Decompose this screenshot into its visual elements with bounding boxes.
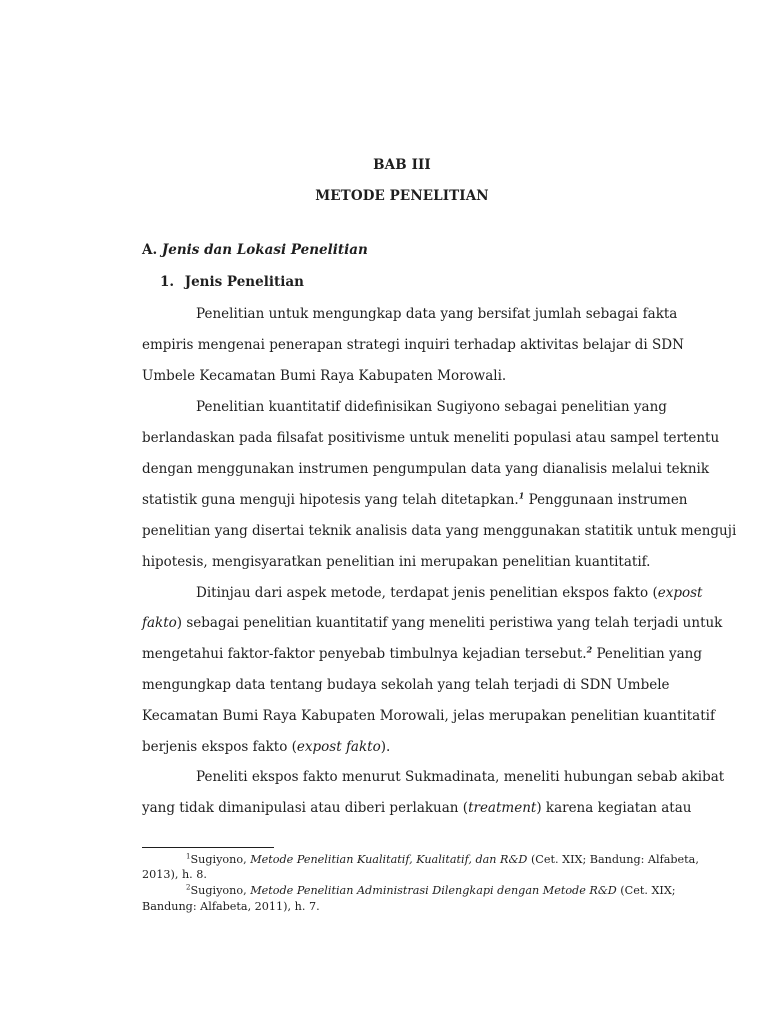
text-run: Sugiyono, — [190, 853, 251, 866]
footnote-ref[interactable]: 2 — [586, 644, 593, 655]
text-run: statistik guna menguji hipotesis yang telah ditetapkan. — [142, 492, 519, 508]
paragraph-line: penelitian yang disertai teknik analisis data yang menggunakan statitik untuk menguji — [142, 523, 737, 539]
paragraph-line: Kecamatan Bumi Raya Kabupaten Morowali, jelas merupakan penelitian kuantitatif — [142, 708, 715, 724]
footnote-line — [186, 852, 699, 867]
footnote-line: 2013), h. 8. — [142, 868, 207, 881]
paragraph-line — [142, 490, 688, 509]
text-run: Penggunaan instrumen — [524, 492, 688, 508]
text-run: ) sebagai penelitian kuantitatif yang meneliti peristiwa yang telah terjadi untuk — [176, 615, 723, 631]
italic-term: treatment — [468, 800, 537, 816]
text-run: (Cet. XIX; Bandung: Alfabeta, — [527, 853, 699, 866]
paragraph-line: Penelitian kuantitatif didefinisikan Sugiyono sebagai penelitian yang — [196, 399, 667, 415]
subsection-title: Jenis Penelitian — [184, 274, 304, 290]
footnote-ref[interactable]: 1 — [518, 490, 525, 501]
paragraph-line: dengan menggunakan instrumen pengumpulan data yang dianalisis melalui teknik — [142, 461, 710, 477]
paragraph-line: Penelitian untuk mengungkap data yang bersifat jumlah sebagai fakta — [196, 306, 678, 322]
italic-term: expost — [657, 585, 703, 601]
paragraph-line: Peneliti ekspos fakto menurut Sukmadinata, meneliti hubungan sebab akibat — [196, 769, 725, 785]
book-title: Metode Penelitian Administrasi Dilengkapi dengan Metode R&D — [250, 884, 617, 897]
text-run: Sugiyono, — [190, 884, 251, 897]
paragraph-line: empiris mengenai penerapan strategi inquiri terhadap aktivitas belajar di SDN — [142, 337, 684, 353]
text-run: (Cet. XIX; — [616, 884, 676, 897]
subsection-heading — [160, 274, 304, 290]
section-label: A. — [142, 242, 158, 258]
footnote-number: 2 — [186, 883, 191, 892]
book-title: Metode Penelitian Kualitatif, Kualitatif, dan R&D — [250, 853, 528, 866]
section-heading — [142, 242, 368, 258]
text-run: Penelitian yang — [592, 646, 703, 662]
footnote-line: Bandung: Alfabeta, 2011), h. 7. — [142, 900, 320, 913]
footnote-separator — [142, 847, 274, 848]
text-run: mengetahui faktor-faktor penyebab timbulnya kejadian tersebut. — [142, 646, 587, 662]
paragraph-line: berlandaskan pada filsafat positivisme untuk meneliti populasi atau sampel tertentu — [142, 430, 720, 446]
paragraph-line: Umbele Kecamatan Bumi Raya Kabupaten Morowali. — [142, 368, 507, 384]
paragraph-line — [196, 584, 703, 602]
paragraph-line — [142, 799, 692, 817]
text-run: ) karena kegiatan atau — [536, 800, 692, 816]
subsection-number: 1. — [160, 274, 175, 290]
paragraph-line: mengungkap data tentang budaya sekolah yang telah terjadi di SDN Umbele — [142, 677, 670, 693]
paragraph-line — [142, 614, 723, 632]
text-run: Ditinjau dari aspek metode, terdapat jenis penelitian ekspos fakto ( — [196, 585, 658, 601]
chapter-title: METODE PENELITIAN — [315, 188, 489, 204]
italic-term: expost fakto — [296, 739, 381, 755]
text-run: berjenis ekspos fakto ( — [142, 739, 297, 755]
paragraph-line: hipotesis, mengisyaratkan penelitian ini merupakan penelitian kuantitatif. — [142, 554, 651, 570]
paragraph-line — [142, 738, 661, 756]
section-title: Jenis dan Lokasi Penelitian — [161, 242, 368, 258]
footnote-number: 1 — [186, 852, 191, 861]
paragraph-line — [142, 644, 703, 663]
italic-term: fakto — [142, 615, 177, 631]
chapter-heading: BAB III — [373, 157, 431, 173]
text-run: ). — [380, 739, 391, 755]
text-run: yang tidak dimanipulasi atau diberi perlakuan ( — [142, 800, 469, 816]
footnote-line — [186, 883, 676, 898]
